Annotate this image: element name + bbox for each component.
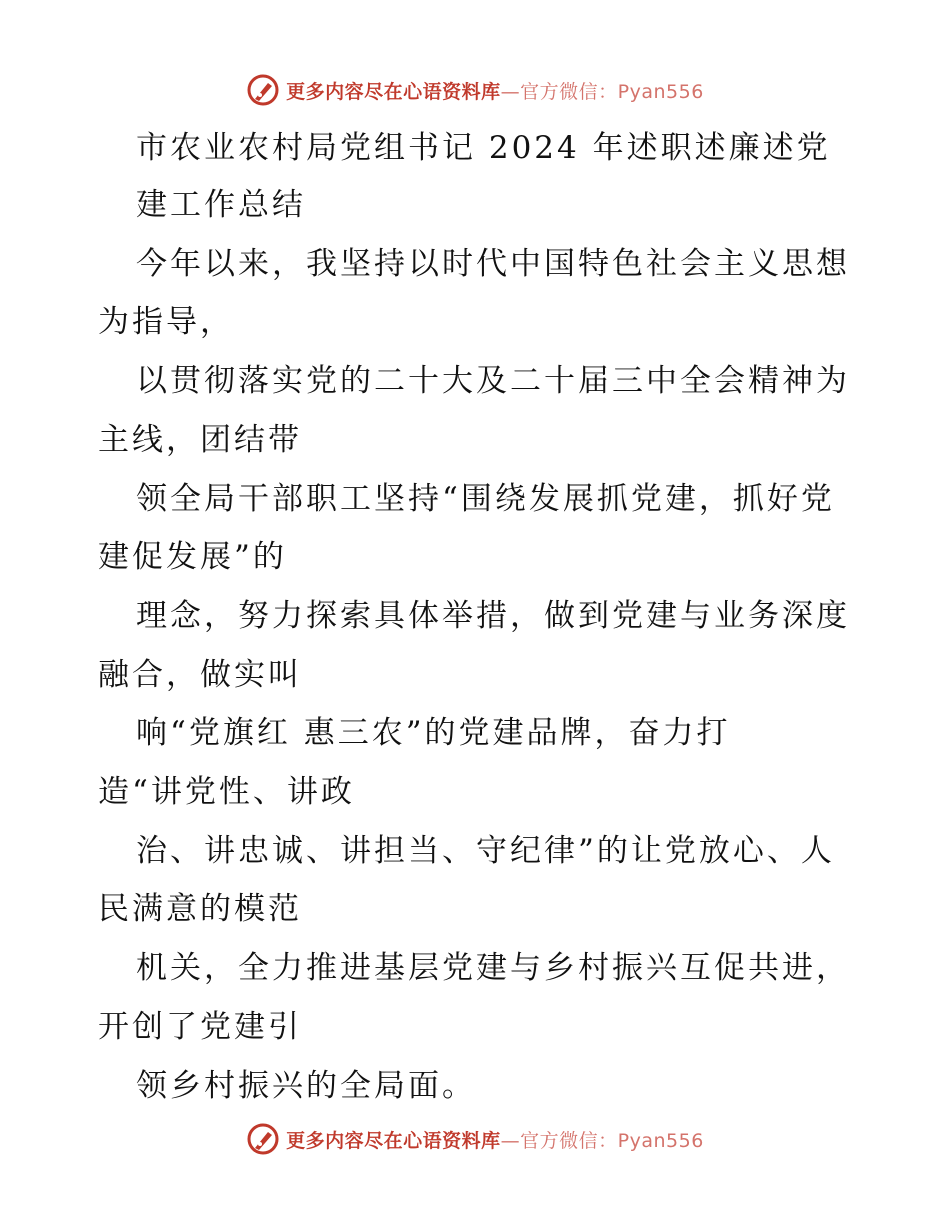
pen-nib-logo-icon: [246, 73, 280, 107]
doc-line-11: 响“党旗红 惠三农”的党建品牌，奋力打: [136, 715, 731, 751]
pen-nib-logo-icon: [246, 1122, 280, 1156]
doc-line-7: 领全局干部职工坚持“围绕发展抓党建，抓好党: [136, 481, 835, 517]
doc-line-8: 建促发展”的: [98, 539, 287, 575]
doc-title-line-2: 建工作总结: [136, 187, 306, 223]
doc-line-9: 理念，努力探索具体举措，做到党建与业务深度: [136, 598, 850, 634]
doc-line-16: 开创了党建引: [98, 1009, 302, 1045]
doc-line-5: 以贯彻落实党的二十大及二十届三中全会精神为: [136, 363, 850, 399]
footer-watermark-banner: [0, 1119, 950, 1159]
doc-line-15: 机关，全力推进基层党建与乡村振兴互促共进，: [136, 950, 850, 986]
header-watermark-banner: [0, 70, 950, 110]
doc-line-10: 融合，做实叫: [98, 657, 302, 693]
banner-lead-text: 更多内容尽在心语资料库: [286, 80, 501, 103]
banner-contact-text: —官方微信：Pyan556: [500, 80, 704, 103]
doc-title-line-1: 市农业农村局党组书记 2024 年述职述廉述党: [136, 130, 831, 166]
banner-lead-text: 更多内容尽在心语资料库: [286, 1129, 501, 1152]
doc-line-14: 民满意的模范: [98, 891, 302, 927]
doc-line-13: 治、讲忠诚、讲担当、守纪律”的让党放心、人: [136, 833, 835, 869]
doc-line-3: 今年以来，我坚持以时代中国特色社会主义思想: [136, 246, 850, 282]
doc-line-17: 领乡村振兴的全局面。: [136, 1068, 476, 1104]
banner-contact-text: —官方微信：Pyan556: [500, 1129, 704, 1152]
doc-line-6: 主线，团结带: [98, 422, 302, 458]
doc-line-4: 为指导，: [98, 304, 234, 340]
doc-line-12: 造“讲党性、讲政: [98, 774, 355, 810]
